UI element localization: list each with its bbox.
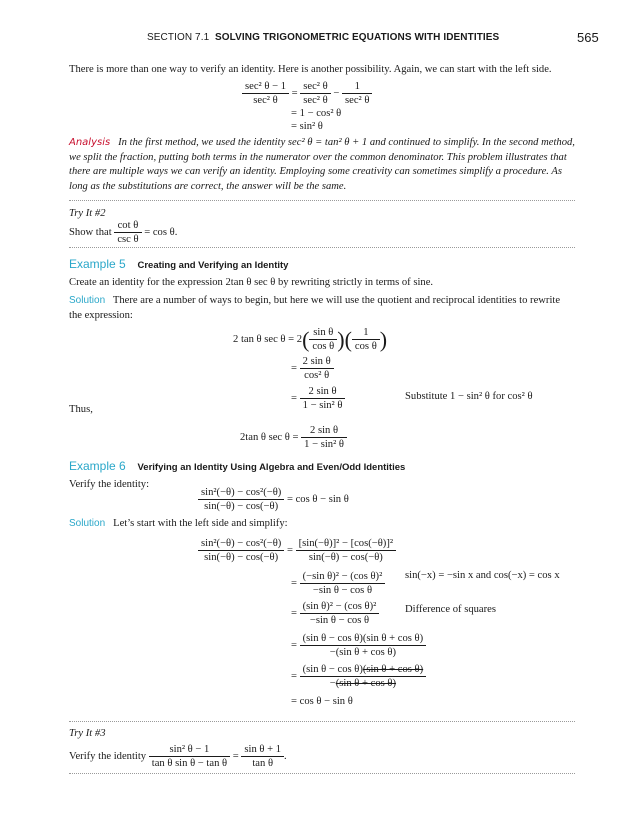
intro-text: There is more than one way to verify an identity. Here is another possibility. Again, we can start with the left side. bbox=[69, 64, 552, 75]
fraction: $\frac{\text{sin² θ − 1}}{\text{tan θ sin θ − tan θ}}$ bbox=[149, 743, 230, 770]
intro-equation-line2: = 1 − cos² θ bbox=[291, 108, 342, 119]
example-6-step2: = $\frac{\text{(−sin θ)² − (cos θ)²}}{\text{−sin θ − cos θ}}$ bbox=[291, 570, 385, 597]
example-6-step5: = $\frac{\text{(sin θ − cos θ)(sin θ + cos θ)}}{\text{−(sin θ + cos θ)}}$ bbox=[291, 663, 426, 690]
try-it-3-label: Try It #3 bbox=[69, 728, 106, 739]
fraction: $\frac{\text{[sin(−θ)]² − [cos(−θ)]²}}{\sin(-\theta) - \cos(-\theta)}$ bbox=[296, 537, 396, 564]
try-it-2-label: Try It #2 bbox=[69, 208, 106, 219]
example-6-label: Example 6 bbox=[69, 459, 126, 473]
fraction: $\frac{\text{sec² θ}}{\text{sec² θ}}$ bbox=[300, 80, 330, 107]
example-5-line2: = $\frac{\text{2 sin θ}}{\text{cos² θ}}$ bbox=[291, 355, 334, 382]
fraction: $\frac{\text{(sin θ − cos θ)(sin θ + cos θ)}}{\text{−(sin θ + cos θ)}}$ bbox=[300, 632, 427, 659]
solution-label: Solution bbox=[69, 518, 106, 529]
running-header bbox=[147, 32, 499, 43]
section-number: SECTION 7.1 bbox=[147, 32, 210, 43]
fraction: $\frac{\text{(−sin θ)² − (cos θ)²}}{\text{−sin θ − cos θ}}$ bbox=[300, 570, 386, 597]
fraction: $\frac{\text{cot θ}}{\text{csc θ}}$ bbox=[114, 219, 141, 246]
solution-label: Solution bbox=[69, 295, 106, 306]
fraction: $\frac{\text{2 sin θ}}{\text{1 − sin² θ}}$ bbox=[301, 424, 347, 451]
example-5-thus: Thus, bbox=[69, 404, 93, 415]
example-6-step4: = $\frac{\text{(sin θ − cos θ)(sin θ + cos θ)}}{\text{−(sin θ + cos θ)}}$ bbox=[291, 632, 426, 659]
example-5-note: Substitute 1 − sin² θ for cos² θ bbox=[405, 391, 533, 402]
section-title: SOLVING TRIGONOMETRIC EQUATIONS WITH IDENTITIES bbox=[215, 32, 500, 43]
try-it-3-equation: Verify the identity $\frac{\text{sin² θ − 1}}{\text{tan θ sin θ − tan θ}}$ = $\frac{\text{sin θ + 1}}{\text{tan θ}}$ . bbox=[69, 744, 287, 769]
divider bbox=[69, 721, 575, 722]
example-6-result: = cos θ − sin θ bbox=[291, 696, 353, 707]
analysis-text: In the first method, we used the identity sec² θ = tan² θ + 1 and continued to simplify. In the second method, we split the fraction, putting both terms in the numerator over the common denominator. This problem illustrates that there are multiple ways we can verify an identity. Employing some creativity can sometimes simplify a procedure. As long as the substitutions are correct, the answer will be the same. bbox=[69, 137, 575, 192]
fraction: $\frac{\text{sin θ + 1}}{\text{tan θ}}$ bbox=[241, 743, 284, 770]
example-5-problem: Create an identity for the expression 2tan θ sec θ by rewriting strictly in terms of sine. bbox=[69, 277, 434, 288]
example-6-note-even-odd: sin(−x) = −sin x and cos(−x) = cos x bbox=[405, 570, 560, 581]
fraction: $\frac{\text{(sin θ − cos θ)(sin θ + cos θ)}}{\text{−(sin θ + cos θ)}}$ bbox=[300, 663, 427, 690]
fraction: $\frac{\text{sin θ}}{\text{cos θ}}$ bbox=[309, 326, 337, 353]
example-5-line1: 2 tan θ sec θ = 2( $\frac{\text{sin θ}}{\text{cos θ}}$ )( $\frac{1}{\text{cos θ}}$ ) bbox=[233, 327, 388, 352]
example-6-note-difference: Difference of squares bbox=[405, 604, 496, 615]
fraction: $\frac{\text{sin²(−θ) − cos²(−θ)}}{\sin(-\theta) - \cos(-\theta)}$ bbox=[198, 486, 284, 513]
divider bbox=[69, 773, 575, 774]
example-6-step3: = $\frac{\text{(sin θ)² − (cos θ)²}}{\text{−sin θ − cos θ}}$ bbox=[291, 600, 379, 627]
fraction: $\frac{1}{\text{sec² θ}}$ bbox=[342, 80, 372, 107]
example-5-final: 2tan θ sec θ = $\frac{\text{2 sin θ}}{\text{1 − sin² θ}}$ bbox=[240, 424, 347, 451]
cancelled-term: (sin θ + cos θ) bbox=[362, 664, 424, 675]
fraction: $\frac{\text{sin²(−θ) − cos²(−θ)}}{\sin(-\theta) - \cos(-\theta)}$ bbox=[198, 537, 284, 564]
example-5-line3: = $\frac{\text{2 sin θ}}{\text{1 − sin² θ}}$ bbox=[291, 385, 345, 412]
fraction: $\frac{\text{2 sin θ}}{\text{1 − sin² θ}}$ bbox=[300, 385, 346, 412]
analysis-label: Analysis bbox=[69, 137, 111, 148]
example-5-heading bbox=[69, 257, 288, 271]
divider bbox=[69, 200, 575, 201]
example-5-title: Creating and Verifying an Identity bbox=[137, 260, 289, 271]
example-5-label: Example 5 bbox=[69, 257, 126, 271]
intro-equation-line1: $\frac{\text{sec² θ − 1}}{\text{sec² θ}}$ = $\frac{\text{sec² θ}}{\text{sec² θ}}$ − $\frac{1}{\text{sec² θ}}$ bbox=[242, 80, 372, 107]
fraction: $\frac{\text{(sin θ)² − (cos θ)²}}{\text{−sin θ − cos θ}}$ bbox=[300, 600, 380, 627]
example-6-solution bbox=[69, 518, 288, 529]
example-6-heading bbox=[69, 459, 405, 473]
cancelled-term: (sin θ + cos θ) bbox=[335, 678, 397, 689]
divider bbox=[69, 247, 575, 248]
fraction: $\frac{\text{sec² θ − 1}}{\text{sec² θ}}$ bbox=[242, 80, 289, 107]
example-5-solution bbox=[69, 294, 575, 323]
intro-equation-line3: = sin² θ bbox=[291, 121, 323, 132]
example-6-title: Verifying an Identity Using Algebra and Even/Odd Identities bbox=[137, 462, 406, 473]
page-number: 565 bbox=[577, 30, 599, 45]
solution-text: Let’s start with the left side and simplify: bbox=[113, 518, 288, 529]
try-it-2-equation: Show that $\frac{\text{cot θ}}{\text{csc θ}}$ = cos θ. bbox=[69, 220, 178, 245]
example-6-identity: $\frac{\text{sin²(−θ) − cos²(−θ)}}{\sin(-\theta) - \cos(-\theta)}$ = cos θ − sin θ bbox=[198, 486, 349, 513]
analysis-block bbox=[69, 136, 575, 194]
example-6-problem: Verify the identity: bbox=[69, 479, 150, 490]
example-6-step1: $\frac{\text{sin²(−θ) − cos²(−θ)}}{\sin(-\theta) - \cos(-\theta)}$ = $\frac{\text{[sin(−θ)]² − [cos(−θ)]²}}{\sin(-\theta) - \cos(-\theta)}$ bbox=[198, 537, 396, 564]
solution-text: There are a number of ways to begin, but here we will use the quotient and reciprocal identities to rewrite the expression: bbox=[69, 295, 561, 321]
fraction: $\frac{1}{\text{cos θ}}$ bbox=[352, 326, 380, 353]
fraction: $\frac{\text{2 sin θ}}{\text{cos² θ}}$ bbox=[300, 355, 334, 382]
